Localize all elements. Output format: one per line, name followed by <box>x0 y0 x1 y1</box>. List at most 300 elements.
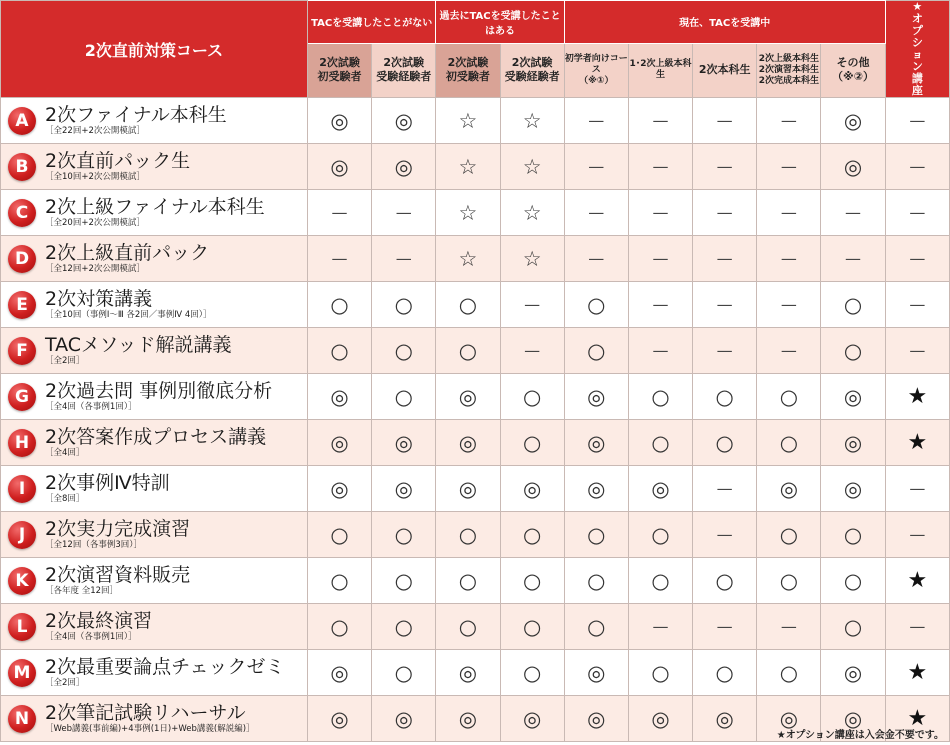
symbol-mark: ○ <box>587 614 606 639</box>
course-name: 2次直前パック生 <box>45 150 191 172</box>
symbol-mark: ◎ <box>843 108 863 133</box>
symbol-mark: ○ <box>394 292 413 317</box>
mark-cell <box>693 144 757 190</box>
mark-cell <box>564 466 628 512</box>
symbol-mark: ○ <box>330 522 349 547</box>
mark-cell <box>821 328 885 374</box>
mark-cell <box>500 374 564 420</box>
dash-mark: — <box>716 616 733 636</box>
mark-cell <box>693 374 757 420</box>
mark-cell <box>564 696 628 742</box>
symbol-mark: ○ <box>843 338 863 363</box>
symbol-mark: ☆ <box>458 200 478 225</box>
course-name-cell <box>1 650 308 696</box>
course-sessions: ［Web講義(事前編)+4事例(1日)+Web講義(解説編)］ <box>45 724 255 734</box>
dash-mark: — <box>780 202 797 222</box>
mark-cell <box>693 190 757 236</box>
course-column-header: 2次直前対策コース <box>1 1 308 98</box>
symbol-mark: ○ <box>843 614 863 639</box>
dash-mark: — <box>780 340 797 360</box>
dash-mark: — <box>909 110 926 130</box>
course-name: TACメソッド解説講義 <box>45 334 232 356</box>
symbol-mark: ☆ <box>522 108 542 133</box>
course-letter-badge: M <box>8 659 36 687</box>
course-sessions: ［全4回（各事例1回）］ <box>45 402 137 412</box>
symbol-mark: ◎ <box>843 660 863 685</box>
mark-cell <box>564 144 628 190</box>
mark-cell <box>500 144 564 190</box>
symbol-mark: ◎ <box>522 476 542 501</box>
mark-cell <box>436 98 500 144</box>
mark-cell <box>628 420 692 466</box>
dash-mark: — <box>909 202 926 222</box>
symbol-mark: ◎ <box>522 706 542 731</box>
subheader-line: 2次試験 <box>511 56 553 70</box>
course-letter-badge: C <box>8 199 36 227</box>
mark-cell <box>628 144 692 190</box>
course-name-cell <box>1 236 308 282</box>
symbol-mark: ◎ <box>394 476 413 501</box>
mark-cell <box>307 650 371 696</box>
symbol-mark: ○ <box>330 614 349 639</box>
dash-mark: — <box>780 156 797 176</box>
table-row <box>1 604 950 650</box>
symbol-mark: ☆ <box>458 246 478 271</box>
symbol-mark: ◎ <box>330 660 349 685</box>
dash-mark: — <box>909 294 926 314</box>
mark-cell <box>628 190 692 236</box>
mark-cell <box>885 650 949 696</box>
symbol-mark: ◎ <box>394 706 413 731</box>
mark-cell <box>821 98 885 144</box>
symbol-mark: ◎ <box>587 384 606 409</box>
symbol-mark: ○ <box>587 292 606 317</box>
star-mark: ★ <box>907 429 928 455</box>
symbol-mark: ○ <box>779 568 799 593</box>
mark-cell <box>436 604 500 650</box>
mark-cell <box>500 98 564 144</box>
mark-cell <box>436 374 500 420</box>
mark-cell <box>500 420 564 466</box>
mark-cell <box>821 374 885 420</box>
mark-cell <box>564 604 628 650</box>
mark-cell <box>821 282 885 328</box>
mark-cell <box>372 696 436 742</box>
dash-mark: — <box>588 156 605 176</box>
course-name-cell <box>1 374 308 420</box>
symbol-mark: ◎ <box>843 706 863 731</box>
course-sessions: ［全8回］ <box>45 494 85 504</box>
symbol-mark: ○ <box>330 338 349 363</box>
table-row <box>1 512 950 558</box>
mark-cell <box>821 512 885 558</box>
symbol-mark: ◎ <box>330 706 349 731</box>
mark-cell <box>307 98 371 144</box>
mark-cell <box>757 512 821 558</box>
course-name: 2次ファイナル本科生 <box>45 104 227 126</box>
subheader-line: （※②） <box>832 70 875 84</box>
subheader-5 <box>564 43 628 97</box>
subheader-line: 2次試験 <box>383 56 425 70</box>
symbol-mark: ◎ <box>458 706 478 731</box>
course-sessions: ［全4回（各事例1回）］ <box>45 632 137 642</box>
symbol-mark: ◎ <box>843 430 863 455</box>
dash-mark: — <box>652 202 669 222</box>
symbol-mark: ◎ <box>458 430 478 455</box>
symbol-mark: ○ <box>843 292 863 317</box>
symbol-mark: ◎ <box>394 430 413 455</box>
option-course-label: オプション講座 <box>911 12 923 97</box>
symbol-mark: ○ <box>458 522 478 547</box>
course-name-cell <box>1 512 308 558</box>
table-row <box>1 558 950 604</box>
course-sessions: ［全20回+2次公開模試］ <box>45 218 145 228</box>
dash-mark: — <box>588 202 605 222</box>
course-name-cell <box>1 466 308 512</box>
dash-mark: — <box>652 340 669 360</box>
mark-cell <box>500 328 564 374</box>
mark-cell <box>757 98 821 144</box>
mark-cell <box>757 466 821 512</box>
course-name-cell <box>1 696 308 742</box>
dash-mark: — <box>331 202 348 222</box>
dash-mark: — <box>395 202 412 222</box>
course-name: 2次実力完成演習 <box>45 518 191 540</box>
dash-mark: — <box>909 524 926 544</box>
mark-cell <box>693 466 757 512</box>
course-letter-badge: F <box>8 337 36 365</box>
mark-cell <box>564 512 628 558</box>
dash-mark: — <box>909 156 926 176</box>
mark-cell <box>885 604 949 650</box>
mark-cell <box>307 236 371 282</box>
dash-mark: — <box>909 340 926 360</box>
mark-cell <box>628 696 692 742</box>
mark-cell <box>372 512 436 558</box>
symbol-mark: ○ <box>779 430 799 455</box>
course-sessions: ［全2回］ <box>45 678 85 688</box>
course-name: 2次上級ファイナル本科生 <box>45 196 265 218</box>
table-row <box>1 190 950 236</box>
symbol-mark: ◎ <box>715 706 734 731</box>
dash-mark: — <box>780 616 797 636</box>
symbol-mark: ○ <box>843 522 863 547</box>
dash-mark: — <box>716 294 733 314</box>
star-mark: ★ <box>907 705 928 731</box>
symbol-mark: ○ <box>458 568 478 593</box>
dash-mark: — <box>716 110 733 130</box>
symbol-mark: ○ <box>458 614 478 639</box>
course-letter-badge: E <box>8 291 36 319</box>
mark-cell <box>885 98 949 144</box>
mark-cell <box>307 512 371 558</box>
mark-cell <box>307 374 371 420</box>
mark-cell <box>500 696 564 742</box>
mark-cell <box>628 328 692 374</box>
mark-cell <box>372 558 436 604</box>
subheader-line: （※①） <box>579 75 614 86</box>
dash-mark: — <box>524 340 541 360</box>
symbol-mark: ○ <box>587 522 606 547</box>
mark-cell <box>372 420 436 466</box>
mark-cell <box>307 558 371 604</box>
dash-mark: — <box>652 156 669 176</box>
mark-cell <box>500 466 564 512</box>
subheader-line: 2次試験 <box>319 56 360 70</box>
symbol-mark: ○ <box>394 338 413 363</box>
symbol-mark: ○ <box>651 430 670 455</box>
mark-cell <box>885 466 949 512</box>
symbol-mark: ◎ <box>587 430 606 455</box>
course-name: 2次上級直前パック <box>45 242 210 264</box>
course-letter-badge: H <box>8 429 36 457</box>
symbol-mark: ◎ <box>843 384 863 409</box>
mark-cell <box>693 558 757 604</box>
table-row <box>1 328 950 374</box>
course-name: 2次過去問 事例別徹底分析 <box>45 380 273 402</box>
course-name-cell <box>1 558 308 604</box>
mark-cell <box>564 282 628 328</box>
mark-cell <box>564 650 628 696</box>
mark-cell <box>372 466 436 512</box>
symbol-mark: ○ <box>522 430 542 455</box>
mark-cell <box>693 512 757 558</box>
table-row <box>1 144 950 190</box>
course-name: 2次対策講義 <box>45 288 153 310</box>
subheader-7 <box>693 43 757 97</box>
mark-cell <box>693 98 757 144</box>
course-name-cell <box>1 144 308 190</box>
mark-cell <box>436 144 500 190</box>
symbol-mark: ◎ <box>587 660 606 685</box>
symbol-mark: ◎ <box>779 706 799 731</box>
symbol-mark: ○ <box>330 292 349 317</box>
mark-cell <box>628 98 692 144</box>
symbol-mark: ◎ <box>330 384 349 409</box>
symbol-mark: ○ <box>394 522 413 547</box>
symbol-mark: ○ <box>330 568 349 593</box>
dash-mark: — <box>524 294 541 314</box>
mark-cell <box>628 282 692 328</box>
subheader-line: 2次演習本科生 <box>758 64 819 75</box>
symbol-mark: ☆ <box>458 154 478 179</box>
symbol-mark: ○ <box>394 614 413 639</box>
dash-mark: — <box>780 110 797 130</box>
option-star-icon: ★ <box>912 0 923 13</box>
symbol-mark: ◎ <box>458 384 478 409</box>
symbol-mark: ○ <box>715 660 734 685</box>
course-letter-badge: G <box>8 383 36 411</box>
mark-cell <box>372 144 436 190</box>
subheader-line: 2次試験 <box>447 56 489 70</box>
symbol-mark: ◎ <box>394 108 413 133</box>
mark-cell <box>821 466 885 512</box>
mark-cell <box>757 420 821 466</box>
dash-mark: — <box>909 616 926 636</box>
dash-mark: — <box>909 248 926 268</box>
mark-cell <box>821 650 885 696</box>
dash-mark: — <box>588 248 605 268</box>
subheader-2 <box>372 43 436 97</box>
mark-cell <box>885 558 949 604</box>
mark-cell <box>436 328 500 374</box>
course-name-cell <box>1 328 308 374</box>
mark-cell <box>564 558 628 604</box>
course-sessions: ［全12回+2次公開模試］ <box>45 264 145 274</box>
symbol-mark: ○ <box>587 568 606 593</box>
mark-cell <box>757 604 821 650</box>
course-name-cell <box>1 604 308 650</box>
dash-mark: — <box>652 294 669 314</box>
star-mark: ★ <box>907 659 928 685</box>
mark-cell <box>372 604 436 650</box>
symbol-mark: ○ <box>522 660 542 685</box>
dash-mark: — <box>652 110 669 130</box>
mark-cell <box>307 420 371 466</box>
mark-cell <box>628 604 692 650</box>
mark-cell <box>693 696 757 742</box>
course-name: 2次演習資料販売 <box>45 564 191 586</box>
course-letter-badge: I <box>8 475 36 503</box>
group-currently-taking: 現在、TACを受講中 <box>564 1 885 44</box>
subheader-1 <box>307 43 371 97</box>
mark-cell <box>372 650 436 696</box>
symbol-mark: ○ <box>779 522 799 547</box>
group-taken-before: 過去にTACを受講したことはある <box>436 1 564 44</box>
mark-cell <box>885 236 949 282</box>
symbol-mark: ○ <box>715 430 734 455</box>
mark-cell <box>436 420 500 466</box>
symbol-mark: ○ <box>394 568 413 593</box>
symbol-mark: ◎ <box>779 476 799 501</box>
mark-cell <box>757 374 821 420</box>
mark-cell <box>628 236 692 282</box>
course-letter-badge: L <box>8 613 36 641</box>
symbol-mark: ○ <box>715 568 734 593</box>
mark-cell <box>564 420 628 466</box>
dash-mark: — <box>909 478 926 498</box>
subheader-6 <box>628 43 692 97</box>
symbol-mark: ◎ <box>330 430 349 455</box>
mark-cell <box>628 374 692 420</box>
course-name: 2次事例Ⅳ特訓 <box>45 472 170 494</box>
table-row <box>1 650 950 696</box>
subheader-line: 初受験者 <box>445 70 490 84</box>
mark-cell <box>628 650 692 696</box>
course-sessions: ［全2回］ <box>45 356 85 366</box>
mark-cell <box>821 558 885 604</box>
mark-cell <box>436 558 500 604</box>
mark-cell <box>500 282 564 328</box>
symbol-mark: ◎ <box>587 706 606 731</box>
subheader-line: 受験経験者 <box>376 70 432 84</box>
dash-mark: — <box>716 478 733 498</box>
mark-cell <box>307 144 371 190</box>
mark-cell <box>693 650 757 696</box>
option-course-header <box>885 1 949 98</box>
symbol-mark: ○ <box>394 384 413 409</box>
dash-mark: — <box>395 248 412 268</box>
mark-cell <box>757 650 821 696</box>
mark-cell <box>885 328 949 374</box>
course-letter-badge: B <box>8 153 36 181</box>
mark-cell <box>564 236 628 282</box>
mark-cell <box>500 236 564 282</box>
course-letter-badge: J <box>8 521 36 549</box>
symbol-mark: ◎ <box>843 476 863 501</box>
mark-cell <box>372 328 436 374</box>
mark-cell <box>693 604 757 650</box>
subheader-9 <box>821 43 885 97</box>
symbol-mark: ○ <box>779 384 799 409</box>
mark-cell <box>372 190 436 236</box>
mark-cell <box>500 558 564 604</box>
mark-cell <box>372 282 436 328</box>
subheader-line: 2次上級本科生 <box>758 53 819 64</box>
mark-cell <box>436 236 500 282</box>
mark-cell <box>436 190 500 236</box>
dash-mark: — <box>780 248 797 268</box>
course-sessions: ［全4回］ <box>45 448 85 458</box>
course-name: 2次答案作成プロセス講義 <box>45 426 267 448</box>
dash-mark: — <box>716 202 733 222</box>
mark-cell <box>821 144 885 190</box>
table-row <box>1 98 950 144</box>
subheader-line: 受験経験者 <box>504 70 560 84</box>
mark-cell <box>885 282 949 328</box>
mark-cell <box>500 604 564 650</box>
symbol-mark: ○ <box>522 384 542 409</box>
mark-cell <box>436 282 500 328</box>
symbol-mark: ○ <box>651 568 670 593</box>
mark-cell <box>885 374 949 420</box>
subheader-line: 初学者向けコース <box>564 53 628 75</box>
course-name-cell <box>1 282 308 328</box>
mark-cell <box>693 420 757 466</box>
symbol-mark: ◎ <box>587 476 606 501</box>
subheader-line: 1･2次上級本科生 <box>629 59 692 81</box>
course-letter-badge: N <box>8 705 36 733</box>
subheader-8 <box>757 43 821 97</box>
course-letter-badge: D <box>8 245 36 273</box>
mark-cell <box>821 604 885 650</box>
subheader-4 <box>500 43 564 97</box>
symbol-mark: ○ <box>843 568 863 593</box>
course-name: 2次最重要論点チェックゼミ <box>45 656 285 678</box>
mark-cell <box>757 190 821 236</box>
symbol-mark: ◎ <box>458 476 478 501</box>
symbol-mark: ○ <box>458 292 478 317</box>
mark-cell <box>628 466 692 512</box>
mark-cell <box>885 512 949 558</box>
symbol-mark: ○ <box>651 522 670 547</box>
course-name-cell <box>1 420 308 466</box>
symbol-mark: ◎ <box>330 154 349 179</box>
dash-mark: — <box>716 248 733 268</box>
mark-cell <box>307 190 371 236</box>
course-sessions: ［各年度 全12回］ <box>45 586 119 596</box>
mark-cell <box>757 328 821 374</box>
mark-cell <box>436 650 500 696</box>
mark-cell <box>821 420 885 466</box>
symbol-mark: ◎ <box>458 660 478 685</box>
symbol-mark: ○ <box>587 338 606 363</box>
dash-mark: — <box>845 202 862 222</box>
group-never-taken: TACを受講したことがない <box>307 1 435 44</box>
mark-cell <box>628 558 692 604</box>
symbol-mark: ○ <box>651 384 670 409</box>
symbol-mark: ○ <box>394 660 413 685</box>
